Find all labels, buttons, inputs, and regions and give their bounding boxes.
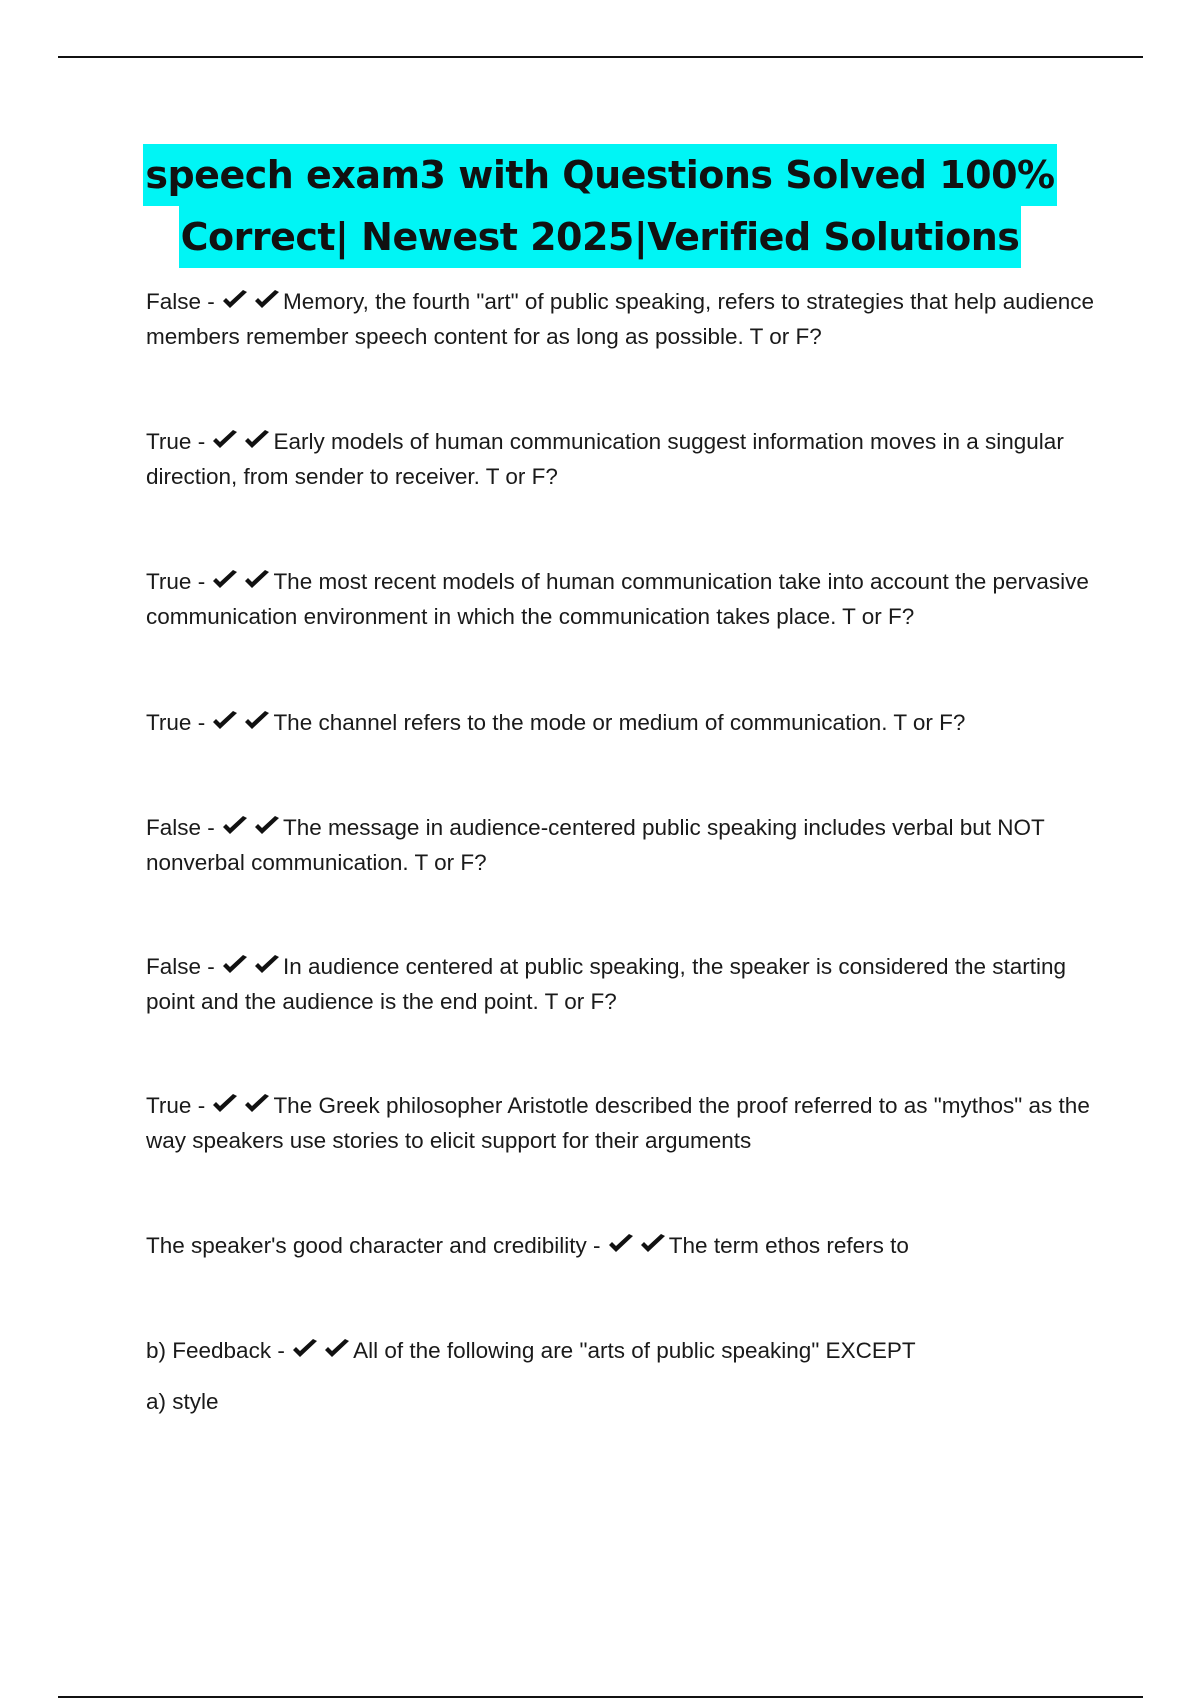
question-text: In audience centered at public speaking, the speaker is considered the starting point and the audience is the end point. T or F? xyxy=(146,954,1067,1014)
separator: - xyxy=(201,289,222,314)
question-text: The most recent models of human communication take into account the pervasive communication environment in which the communication takes place. T or F? xyxy=(146,569,1089,629)
check-icon xyxy=(211,569,239,591)
check-icon xyxy=(323,1338,351,1360)
question-text: The message in audience-centered public speaking includes verbal but NOT nonverbal communication. T or F? xyxy=(146,815,1045,875)
check-icon xyxy=(291,1338,319,1360)
document-title xyxy=(0,144,1200,268)
check-icon xyxy=(243,429,271,451)
separator: - xyxy=(201,815,222,840)
check-icon xyxy=(253,815,281,837)
check-icon xyxy=(221,289,249,311)
separator: - xyxy=(191,710,212,735)
answer-text: True xyxy=(146,1093,192,1118)
check-icon xyxy=(221,954,249,976)
separator: - xyxy=(191,569,212,594)
qa-entry xyxy=(146,1228,1106,1263)
qa-entry xyxy=(146,705,1106,740)
title-line-2: Correct| Newest 2025|Verified Solutions xyxy=(179,206,1022,268)
check-icon xyxy=(211,1093,239,1115)
answer-text: True xyxy=(146,569,192,594)
option-text: a) style xyxy=(146,1389,219,1414)
question-text: All of the following are "arts of public speaking" EXCEPT xyxy=(353,1338,916,1363)
qa-entry xyxy=(146,1333,1106,1368)
answer-text: False xyxy=(146,289,202,314)
qa-entry xyxy=(146,810,1106,880)
qa-entry xyxy=(146,949,1106,1019)
separator: - xyxy=(586,1233,607,1258)
answer-text: False xyxy=(146,954,202,979)
answer-text: True xyxy=(146,429,192,454)
question-text: The term ethos refers to xyxy=(668,1233,909,1258)
qa-entry xyxy=(146,424,1106,494)
check-icon xyxy=(607,1233,635,1255)
answer-text: False xyxy=(146,815,202,840)
separator: - xyxy=(201,954,222,979)
question-text: The channel refers to the mode or medium of communication. T or F? xyxy=(273,710,966,735)
check-icon xyxy=(639,1233,667,1255)
bottom-rule xyxy=(58,1696,1143,1698)
separator: - xyxy=(191,429,212,454)
separator: - xyxy=(191,1093,212,1118)
question-text: Early models of human communication suggest information moves in a singular direction, from sender to receiver. T or F? xyxy=(146,429,1064,489)
check-icon xyxy=(221,815,249,837)
question-text: Memory, the fourth "art" of public speaking, refers to strategies that help audience members remember speech content for as long as possible. T or F? xyxy=(146,289,1095,349)
qa-entry xyxy=(146,564,1106,634)
answer-text: True xyxy=(146,710,192,735)
check-icon xyxy=(253,289,281,311)
check-icon xyxy=(253,954,281,976)
separator: - xyxy=(271,1338,292,1363)
answer-text: b) Feedback xyxy=(146,1338,272,1363)
qa-entry xyxy=(146,1088,1106,1158)
answer-text: The speaker's good character and credibility xyxy=(146,1233,587,1258)
check-icon xyxy=(211,710,239,732)
check-icon xyxy=(243,569,271,591)
title-line-1: speech exam3 with Questions Solved 100% xyxy=(143,144,1056,206)
qa-entry xyxy=(146,284,1106,354)
check-icon xyxy=(243,1093,271,1115)
top-rule xyxy=(58,56,1143,58)
check-icon xyxy=(211,429,239,451)
check-icon xyxy=(243,710,271,732)
question-text: The Greek philosopher Aristotle described the proof referred to as "mythos" as the way speakers use stories to elicit support for their arguments xyxy=(146,1093,1090,1153)
